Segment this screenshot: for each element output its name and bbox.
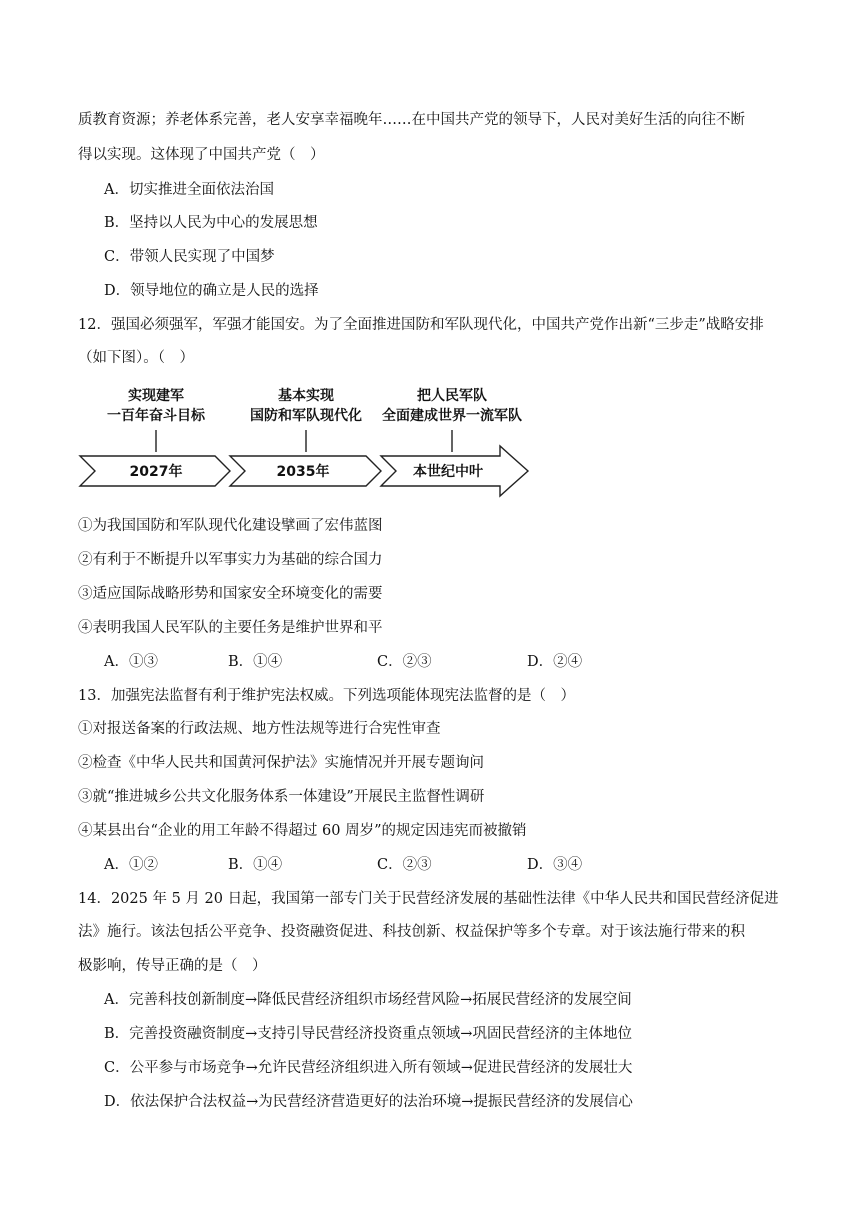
goal1-line1: 实现建军	[128, 388, 184, 404]
q11-stem-line-1: 质教育资源；养老体系完善，老人安享幸福晚年……在中国共产党的领导下，人民对美好生活的向往不断	[78, 112, 745, 128]
q11-stem-line-2: 得以实现。这体现了中国共产党（ ）	[78, 147, 325, 163]
goal1-line2: 一百年奋斗目标	[107, 408, 205, 424]
goal3-line1: 把人民军队	[417, 388, 487, 404]
q12-choices	[104, 652, 664, 672]
goal2-line2: 国防和军队现代化	[250, 408, 362, 424]
q13-statement-2: ②检查《中华人民共和国黄河保护法》实施情况并开展专题询问	[78, 755, 484, 771]
q12-statement-2: ②有利于不断提升以军事实力为基础的综合国力	[78, 552, 383, 568]
q13-stem: 13．加强宪法监督有利于维护宪法权威。下列选项能体现宪法监督的是（ ）	[78, 688, 575, 704]
q14-option-d: D．依法保护合法权益→为民营经济营造更好的法治环境→提振民营经济的发展信心	[104, 1094, 633, 1110]
q14-option-a: A．完善科技创新制度→降低民营经济组织市场经营风险→拓展民营经济的发展空间	[104, 992, 632, 1008]
q11-option-a: A．切实推进全面依法治国	[104, 182, 274, 198]
q13-choice-a: A．①②	[104, 857, 158, 873]
step-2027-label: 2027年	[129, 464, 183, 480]
q11-option-b: B．坚持以人民为中心的发展思想	[104, 215, 318, 231]
q12-statement-3: ③适应国际战略形势和国家安全环境变化的需要	[78, 586, 383, 602]
step-2035-label: 2035年	[276, 464, 330, 480]
q13-statement-4: ④某县出台“企业的用工年龄不得超过 60 周岁”的规定因违宪而被撤销	[78, 823, 527, 839]
q14-stem-line-1: 14．2025 年 5 月 20 日起，我国第一部专门关于民营经济发展的基础性法律《中华人民共和国民营经济促进	[78, 891, 779, 907]
goal2-line1: 基本实现	[278, 388, 334, 404]
q12-statement-1: ①为我国国防和军队现代化建设擘画了宏伟蓝图	[78, 518, 383, 534]
q13-statement-3: ③就“推进城乡公共文化服务体系一体建设”开展民主监督性调研	[78, 789, 485, 805]
step-mid-century-label: 本世纪中叶	[413, 464, 483, 480]
q12-choice-b: B．①④	[228, 654, 283, 670]
q13-choice-c: C．②③	[377, 857, 432, 873]
q12-choice-c: C．②③	[377, 654, 432, 670]
q12-choice-a: A．①③	[104, 654, 158, 670]
q13-statement-1: ①对报送备案的行政法规、地方性法规等进行合宪性审查	[78, 721, 441, 737]
q14-stem-line-3: 极影响，传导正确的是（ ）	[78, 958, 267, 974]
q11-option-d: D．领导地位的确立是人民的选择	[104, 283, 319, 299]
q11-option-c: C．带领人民实现了中国梦	[104, 249, 275, 265]
q14-option-b: B．完善投资融资制度→支持引导民营经济投资重点领域→巩固民营经济的主体地位	[104, 1026, 632, 1042]
q12-stem-line-1: 12．强国必须强军，军强才能国安。为了全面推进国防和军队现代化，中国共产党作出新“三步走”战略安排	[78, 317, 764, 333]
q12-choice-d: D．②④	[527, 654, 583, 670]
q14-option-c: C．公平参与市场竞争→允许民营经济组织进入所有领域→促进民营经济的发展壮大	[104, 1060, 633, 1076]
q13-choice-b: B．①④	[228, 857, 283, 873]
q12-statement-4: ④表明我国人民军队的主要任务是维护世界和平	[78, 620, 383, 636]
goal3-line2: 全面建成世界一流军队	[382, 408, 522, 424]
q12-stem-line-2: （如下图）。（ ）	[78, 350, 194, 366]
q14-stem-line-2: 法》施行。该法包括公平竞争、投资融资促进、科技创新、权益保护等多个专章。对于该法施行带来的积	[78, 924, 745, 940]
three-step-strategy-diagram	[70, 380, 540, 506]
q13-choices	[104, 855, 664, 875]
q13-choice-d: D．③④	[527, 857, 583, 873]
